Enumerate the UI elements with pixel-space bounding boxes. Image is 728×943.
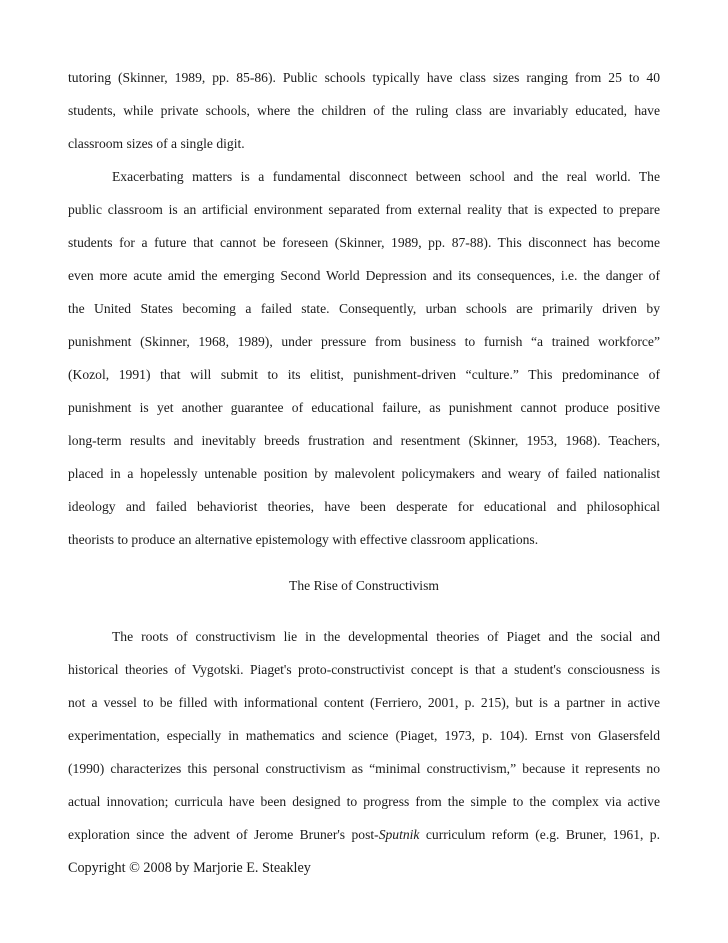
paragraph-1-line-2: students, while private schools, where the children of the ruling class are invariably educated, have [68, 103, 660, 118]
paragraph-3-line-3: not a vessel to be filled with informational content (Ferriero, 2001, p. 215), but is a partner in active [68, 695, 660, 710]
paragraph-3-line-1: The roots of constructivism lie in the developmental theories of Piaget and the social and [112, 629, 660, 644]
paragraph-3-line-7 [68, 825, 660, 845]
paragraph-3-line-6: actual innovation; curricula have been designed to progress from the simple to the complex via active [68, 794, 660, 809]
paragraph-1-line-1: tutoring (Skinner, 1989, pp. 85-86). Public schools typically have class sizes ranging from 25 to 40 [68, 70, 660, 85]
paragraph-3-line-4: experimentation, especially in mathematics and science (Piaget, 1973, p. 104). Ernst von Glasersfeld [68, 728, 660, 743]
paragraph-2-line-7: (Kozol, 1991) that will submit to its elitist, punishment-driven “culture.” This predominance of [68, 367, 660, 382]
paragraph-2-line-4: even more acute amid the emerging Second World Depression and its consequences, i.e. the danger of [68, 268, 660, 283]
paragraph-2-line-8: punishment is yet another guarantee of educational failure, as punishment cannot produce positive [68, 400, 660, 415]
paragraph-2-line-3: students for a future that cannot be foreseen (Skinner, 1989, pp. 87-88). This disconnect has become [68, 235, 660, 250]
paragraph-2-line-11: ideology and failed behaviorist theories, have been desperate for educational and philosophical [68, 499, 660, 514]
paragraph-2-line-10: placed in a hopelessly untenable position by malevolent policymakers and weary of failed nationalist [68, 466, 660, 481]
paragraph-1-line-3: classroom sizes of a single digit. [68, 136, 245, 151]
paragraph-2-line-1: Exacerbating matters is a fundamental disconnect between school and the real world. The [112, 169, 660, 184]
paragraph-3-line-5: (1990) characterizes this personal constructivism as “minimal constructivism,” because it represents no [68, 761, 660, 776]
paragraph-2-line-2: public classroom is an artificial environment separated from external reality that is expected to prepare [68, 202, 660, 217]
paragraph-3-line-2: historical theories of Vygotski. Piaget's proto-constructivist concept is that a student's consciousness is [68, 662, 660, 677]
copyright-footer: Copyright © 2008 by Marjorie E. Steakley [68, 860, 311, 876]
paragraph-3-line-7-end: curriculum reform (e.g. Bruner, 1961, p. [419, 827, 660, 842]
paragraph-2-line-9: long-term results and inevitably breeds frustration and resentment (Skinner, 1953, 1968). Teachers, [68, 433, 660, 448]
sputnik-italic: Sputnik [378, 827, 420, 842]
section-heading: The Rise of Constructivism [289, 578, 439, 593]
paragraph-3-line-7-start: exploration since the advent of Jerome Bruner's post- [68, 827, 379, 842]
paragraph-2-line-12: theorists to produce an alternative epistemology with effective classroom applications. [68, 532, 539, 547]
paragraph-2-line-6: punishment (Skinner, 1968, 1989), under pressure from business to furnish “a trained workforce” [68, 334, 660, 349]
paragraph-2-line-5: the United States becoming a failed state. Consequently, urban schools are primarily driven by [68, 301, 660, 316]
